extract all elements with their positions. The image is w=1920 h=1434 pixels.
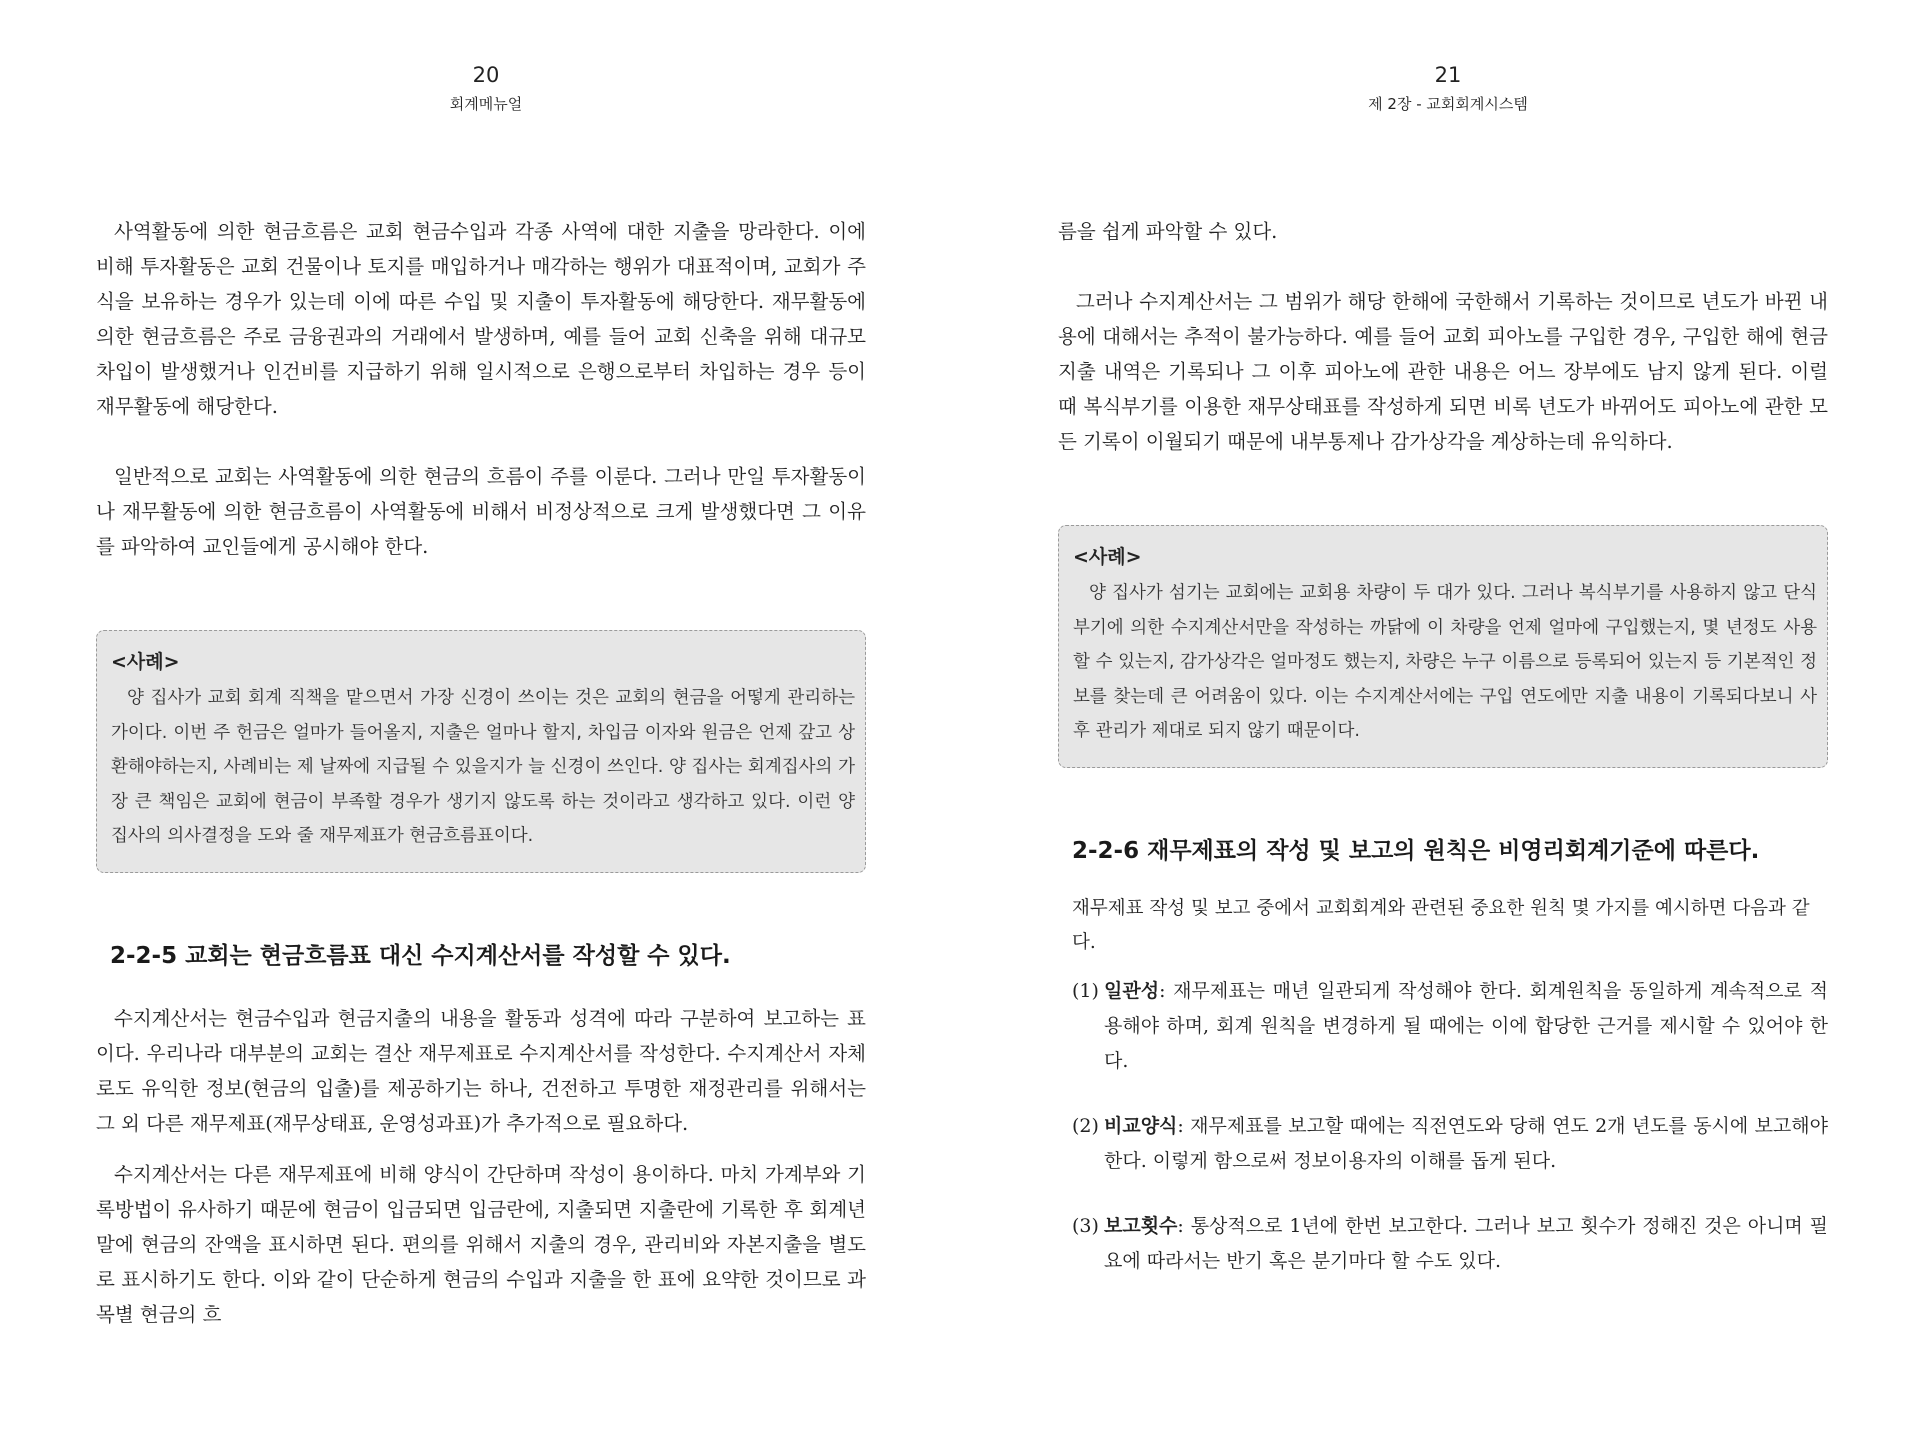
principle-term: 비교양식 [1104,1114,1178,1137]
paragraph-continuation: 름을 쉽게 파악할 수 있다. [1058,220,1278,243]
paragraph-statement-definition: 수지계산서는 현금수입과 현금지출의 내용을 활동과 성격에 따라 구분하여 보고하는 표이다. 우리나라 대부분의 교회는 결산 재무제표로 수지계산서를 작성한다. 수지계산서 자체로도 유익한 정보(현금의 입출)를 제공하기는 하나, 건전하고 투명한 재정관리를 위해서는 그 외 다른 재무제표(재무상태표, 운영성과표)가 추가적으로 필요하다. [96,1006,866,1135]
running-title: 제 2장 - 교회회계시스템 [1368,95,1528,113]
principle-number: (3) [1072,1214,1099,1237]
example-text: 양 집사가 교회 회계 직책을 맡으면서 가장 신경이 쓰이는 것은 교회의 현금을 어떻게 관리하는가이다. 이번 주 헌금은 얼마가 들어올지, 지출은 얼마나 할지, 차입금 이자와 원금은 언제 갚고 상환해야하는지, 사례비는 제 날짜에 지급될 수 있을지가 늘 신경이 쓰인다. 양 집사는 회계집사의 가장 큰 책임은 교회에 현금이 부족할 경우가 생기지 않도록 하는 것이라고 생각하고 있다. 이런 양 집사의 의사결정을 도와 줄 재무제표가 현금흐름표이다. [111,688,855,846]
principle-text: 재무제표를 보고할 때에는 직전연도와 당해 연도 2개 년도를 동시에 보고해야 한다. 이렇게 함으로써 정보이용자의 이해를 돕게 된다. [1104,1114,1828,1172]
example-title: <사례> [1073,546,1142,568]
page-number: 21 [1434,63,1462,87]
principle-separator: : [1177,1114,1191,1137]
page-number: 20 [472,63,500,87]
paragraph-statement-simplicity: 수지계산서는 다른 재무제표에 비해 양식이 간단하며 작성이 용이하다. 마치 가계부와 기록방법이 유사하기 때문에 현금이 입금되면 입금란에, 지출되면 지출란에 기록한 후 회계년말에 현금의 잔액을 표시하면 된다. 편의를 위해서 지출의 경우, 관리비와 자본지출을 별도로 표시하기도 한다. 이와 같이 단순하게 현금의 수입과 지출을 한 표에 요약한 것이므로 과목별 현금의 흐 [96,1162,866,1326]
section-heading-2-2-5: 2-2-5 교회는 현금흐름표 대신 수지계산서를 작성할 수 있다. [110,942,731,969]
example-box [1058,525,1828,768]
paragraph-limitations: 그러나 수지계산서는 그 범위가 해당 한해에 국한해서 기록하는 것이므로 년도가 바뀐 내용에 대해서는 추적이 불가능하다. 예를 들어 교회 피아노를 구입한 경우, 구입한 해에 현금지출 내역은 기록되나 그 이후 피아노에 관한 내용은 어느 장부에도 남지 않게 된다. 이럴 때 복식부기를 이용한 재무상태표를 작성하게 되면 비록 년도가 바뀌어도 피아노에 관한 모든 기록이 이월되기 때문에 내부통제나 감가상각을 계상하는데 유익하다. [1058,290,1828,453]
principle-number: (2) [1072,1114,1099,1137]
example-box [96,630,866,873]
principle-item [1058,1209,1828,1279]
paragraph-cash-flow-activities: 사역활동에 의한 현금흐름은 교회 현금수입과 각종 사역에 대한 지출을 망라한다. 이에 비해 투자활동은 교회 건물이나 토지를 매입하거나 매각하는 행위가 대표적이며, 교회가 주식을 보유하는 경우가 있는데 이에 따른 수입 및 지출이 투자활동에 해당한다. 재무활동에 의한 현금흐름은 주로 금융권과의 거래에서 발생하며, 예를 들어 교회 신축을 위해 대규모 차입이 발생했거나 인건비를 지급하기 위해 일시적으로 은행으로부터 차입하는 경우 등이 재무활동에 해당한다. [96,220,866,418]
right-page-header [1058,60,1838,116]
right-page [1058,0,1838,1434]
section-heading-2-2-6: 2-2-6 재무제표의 작성 및 보고의 원칙은 비영리회계기준에 따른다. [1072,837,1760,864]
principle-number: (1) [1072,979,1099,1002]
left-page-header [96,60,876,116]
principles-intro: 재무제표 작성 및 보고 중에서 교회회계와 관련된 중요한 원칙 몇 가지를 예시하면 다음과 같다. [1072,897,1810,953]
right-page-content [1058,214,1828,1279]
running-title: 회계메뉴얼 [449,95,523,113]
principle-text: 재무제표는 매년 일관되게 작성해야 한다. 회계원칙을 동일하게 계속적으로 적용해야 하며, 회계 원칙을 변경하게 될 때에는 이에 합당한 근거를 제시할 수 있어야 한다. [1104,979,1828,1072]
principle-term: 보고횟수 [1104,1214,1178,1237]
left-page [96,0,876,1434]
principle-text: 통상적으로 1년에 한번 보고한다. 그러나 보고 횟수가 정해진 것은 아니며 필요에 따라서는 반기 혹은 분기마다 할 수도 있다. [1104,1214,1828,1272]
principle-item [1058,974,1828,1079]
paragraph-disclosure: 일반적으로 교회는 사역활동에 의한 현금의 흐름이 주를 이룬다. 그러나 만일 투자활동이나 재무활동에 의한 현금흐름이 사역활동에 비해서 비정상적으로 크게 발생했다면 그 이유를 파악하여 교인들에게 공시해야 한다. [96,465,866,558]
principle-item [1058,1109,1828,1179]
principle-separator: : [1177,1214,1191,1237]
principles-list [1058,974,1828,1279]
left-page-content [96,214,866,1332]
example-text: 양 집사가 섬기는 교회에는 교회용 차량이 두 대가 있다. 그러나 복식부기를 사용하지 않고 단식부기에 의한 수지계산서만을 작성하는 까닭에 이 차량을 언제 얼마에 구입했는지, 몇 년정도 사용할 수 있는지, 감가상각은 얼마정도 했는지, 차량은 누구 이름으로 등록되어 있는지 등 기본적인 정보를 찾는데 큰 어려움이 있다. 이는 수지계산서에는 구입 연도에만 지출 내용이 기록되다보니 사후 관리가 제대로 되지 않기 때문이다. [1073,583,1817,741]
principle-separator: : [1159,979,1174,1002]
principle-term: 일관성 [1104,979,1160,1002]
example-title: <사례> [111,651,180,673]
